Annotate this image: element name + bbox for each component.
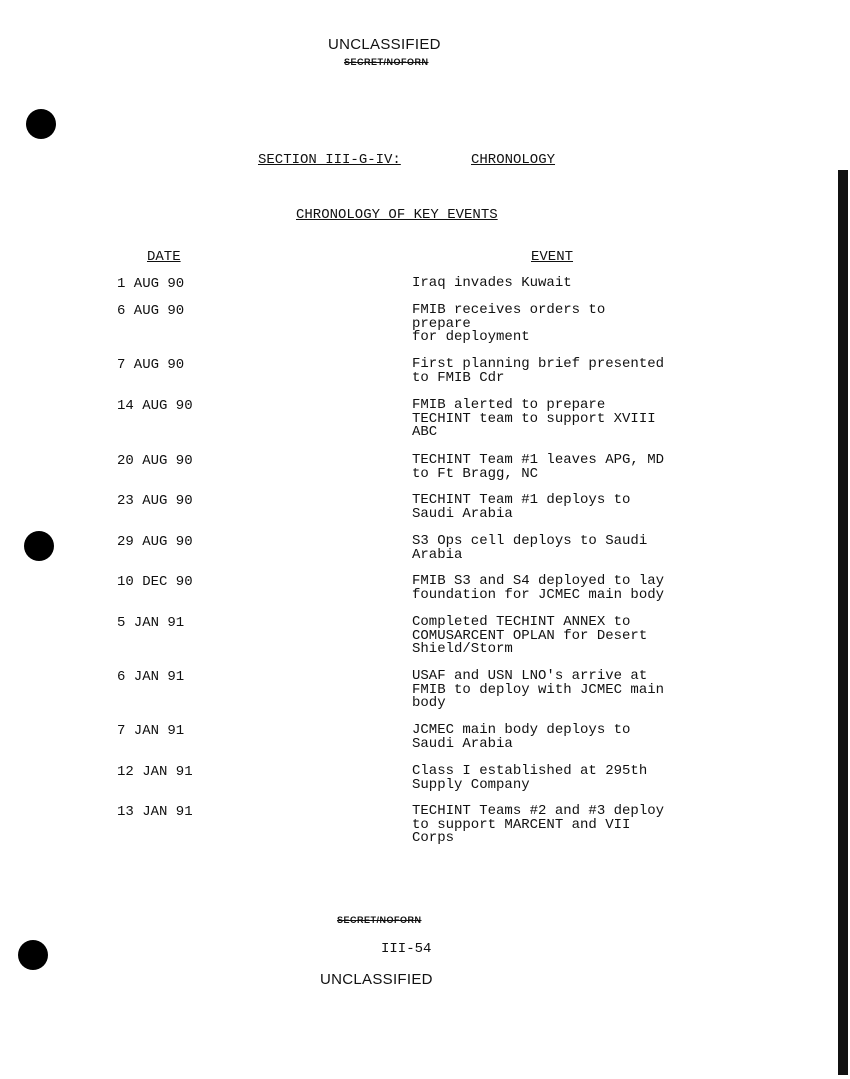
header-classification: UNCLASSIFIED — [328, 36, 441, 53]
row-date: 1 AUG 90 — [117, 276, 185, 292]
column-header-event: EVENT — [531, 249, 574, 265]
row-date: 7 AUG 90 — [117, 357, 185, 373]
row-date: 20 AUG 90 — [117, 453, 193, 469]
row-event: FMIB S3 and S4 deployed to lay foundation for JCMEC main body — [412, 573, 665, 603]
page-number: III-54 — [381, 941, 432, 957]
row-event: First planning brief presented to FMIB Cdr — [412, 356, 665, 386]
row-event: S3 Ops cell deploys to Saudi Arabia — [412, 533, 648, 563]
row-date: 6 AUG 90 — [117, 303, 185, 319]
row-event: TECHINT Team #1 leaves APG, MD to Ft Bragg, NC — [412, 452, 665, 482]
column-header-date: DATE — [147, 249, 181, 265]
scan-edge-bar — [838, 170, 848, 1075]
row-date: 13 JAN 91 — [117, 804, 193, 820]
row-event: Completed TECHINT ANNEX to COMUSARCENT OPLAN for Desert Shield/Storm — [412, 614, 648, 657]
row-event: USAF and USN LNO's arrive at FMIB to deploy with JCMEC main body — [412, 668, 665, 711]
table-title: CHRONOLOGY OF KEY EVENTS — [296, 207, 498, 223]
row-date: 6 JAN 91 — [117, 669, 185, 685]
punch-hole-bottom — [18, 940, 48, 970]
row-event: FMIB alerted to prepare TECHINT team to support XVIII ABC — [412, 397, 656, 440]
row-event: TECHINT Team #1 deploys to Saudi Arabia — [412, 492, 631, 522]
section-label: SECTION III-G-IV: — [258, 152, 401, 168]
row-date: 23 AUG 90 — [117, 493, 193, 509]
row-date: 5 JAN 91 — [117, 615, 185, 631]
row-date: 29 AUG 90 — [117, 534, 193, 550]
row-event: Class I established at 295th Supply Company — [412, 763, 648, 793]
footer-classification: UNCLASSIFIED — [320, 971, 433, 988]
row-event: Iraq invades Kuwait — [412, 275, 572, 291]
row-date: 10 DEC 90 — [117, 574, 193, 590]
section-name: CHRONOLOGY — [471, 152, 556, 168]
row-event: FMIB receives orders to prepare for deployment — [412, 302, 606, 345]
punch-hole-top — [26, 109, 56, 139]
footer-caveat-struck: SECRET/NOFORN — [337, 915, 422, 925]
row-event: TECHINT Teams #2 and #3 deploy to support MARCENT and VII Corps — [412, 803, 665, 846]
header-caveat-struck: SECRET/NOFORN — [344, 57, 429, 67]
punch-hole-middle — [24, 531, 54, 561]
row-date: 7 JAN 91 — [117, 723, 185, 739]
row-event: JCMEC main body deploys to Saudi Arabia — [412, 722, 631, 752]
row-date: 14 AUG 90 — [117, 398, 193, 414]
row-date: 12 JAN 91 — [117, 764, 193, 780]
